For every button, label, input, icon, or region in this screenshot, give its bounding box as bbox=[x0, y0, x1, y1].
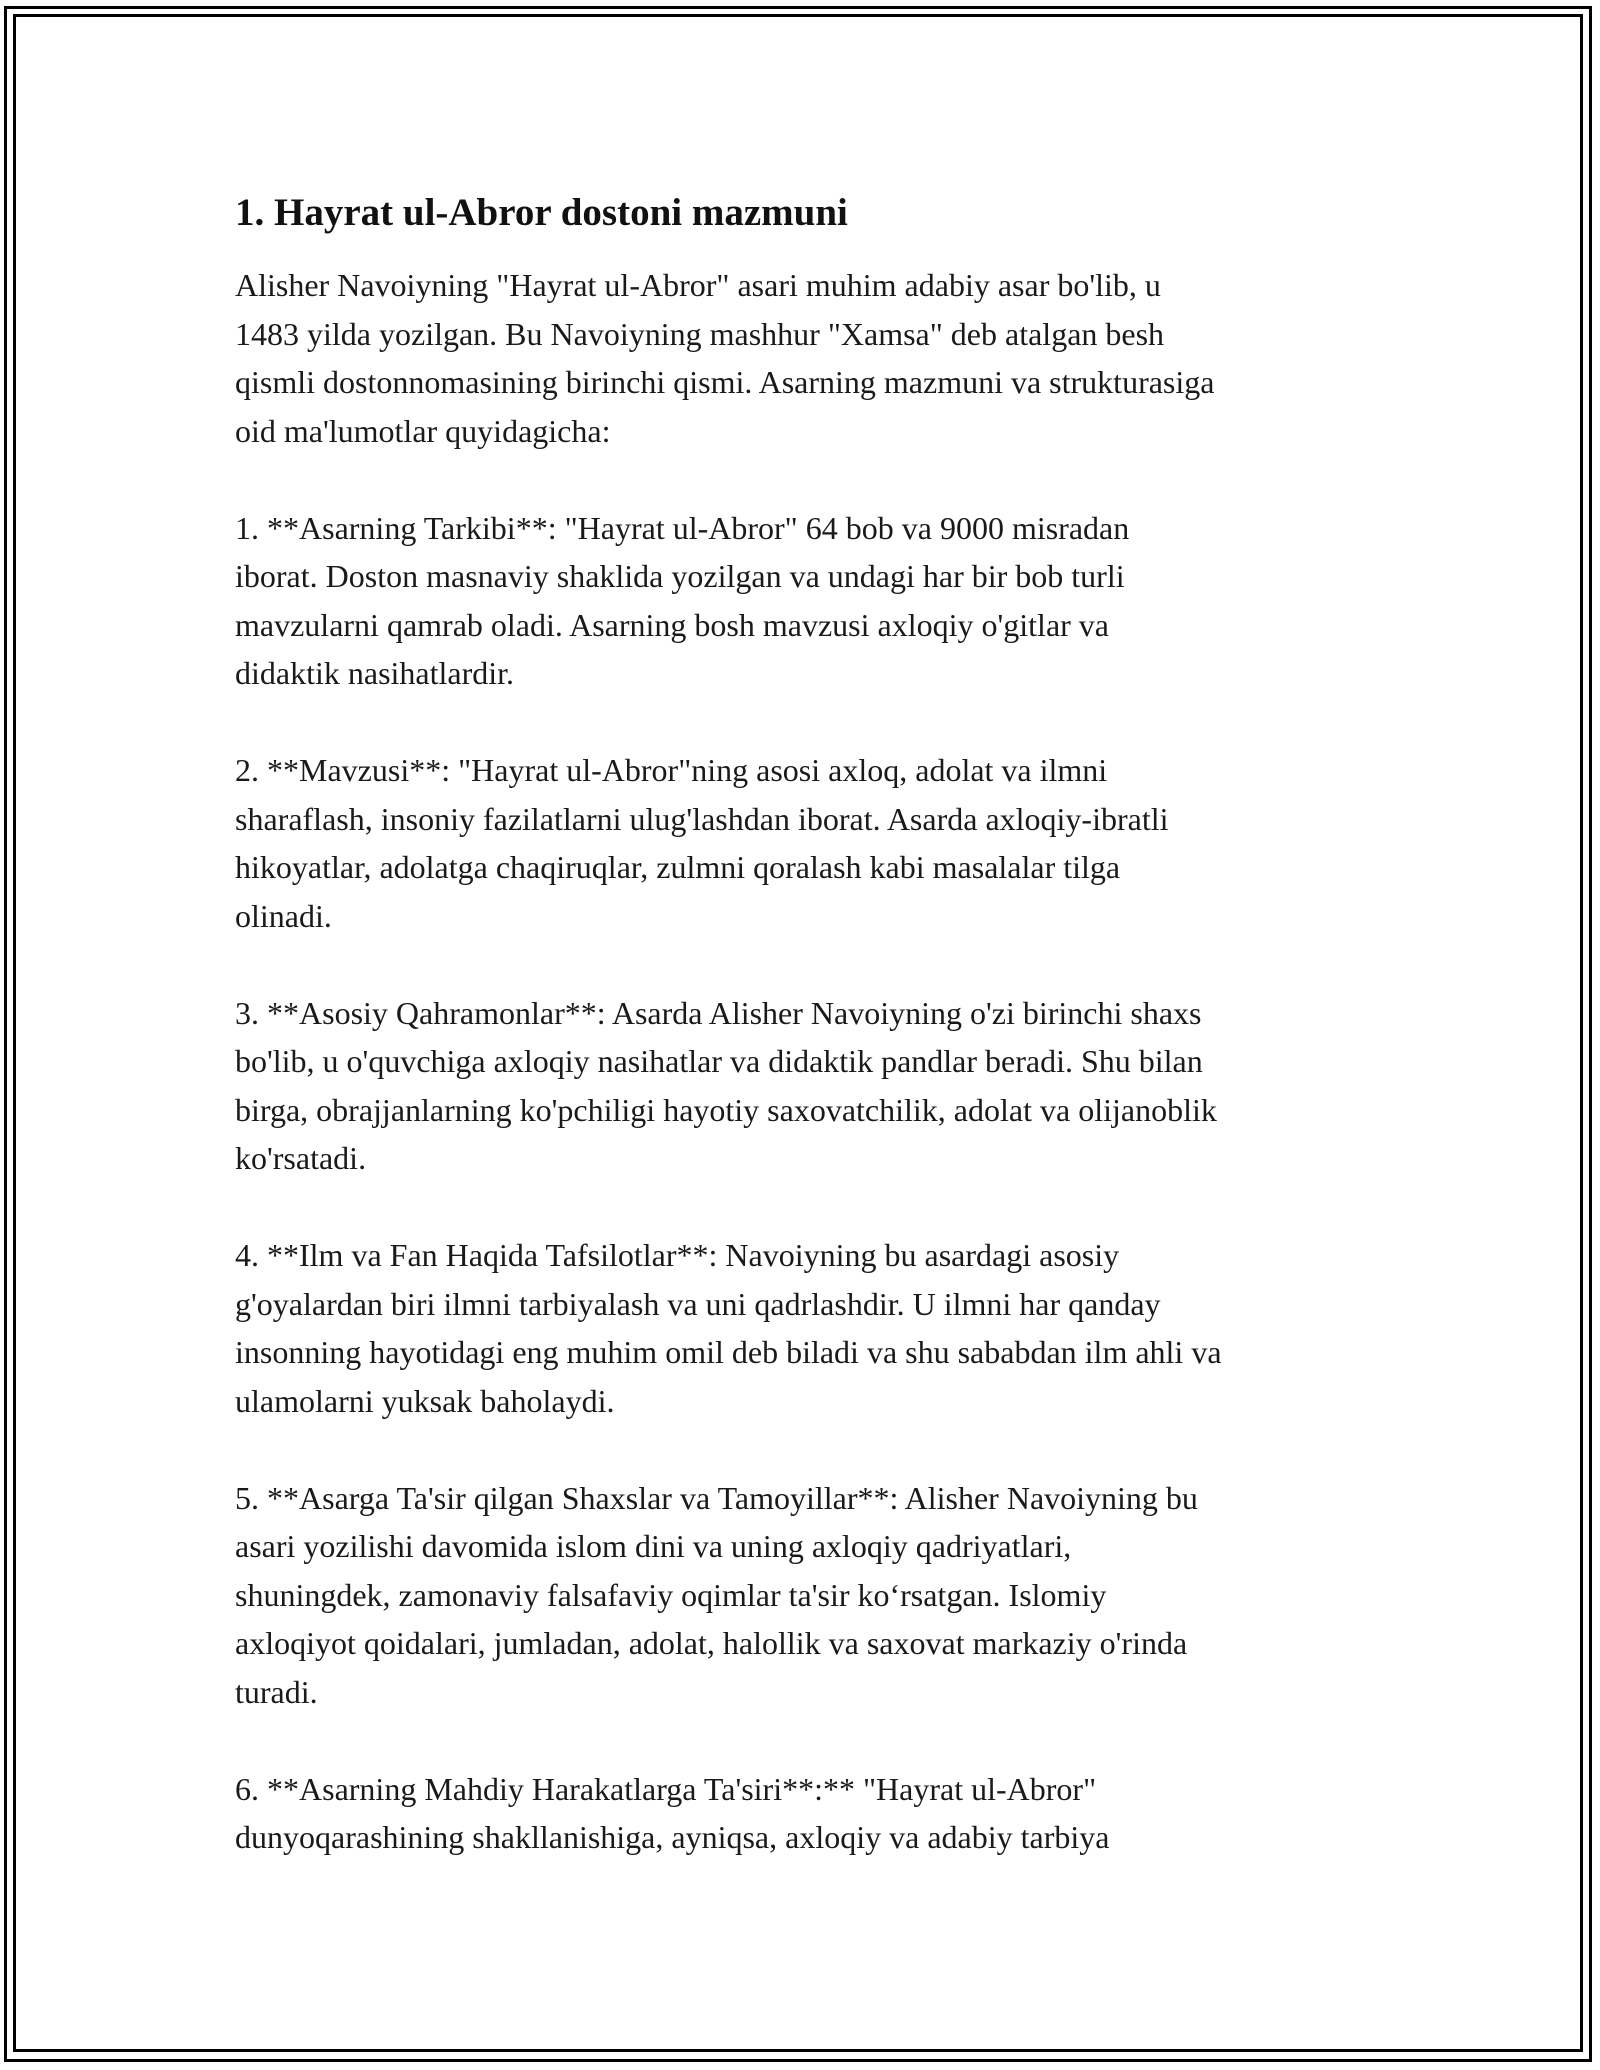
intro-paragraph: Alisher Navoiyning "Hayrat ul-Abror" asari muhim adabiy asar bo'lib, u 1483 yilda yozilgan. Bu Navoiyning mashhur "Xamsa" deb atalgan besh qismli dostonnomasining birinchi qismi. Asarning mazmuni va strukturasiga oid ma'lumotlar quyidagicha: bbox=[235, 267, 1215, 449]
list-item-theme: 2. **Mavzusi**: "Hayrat ul-Abror"ning asosi axloq, adolat va ilmni sharaflash, insoniy fazilatlarni ulug'lashdan iborat. Asarda axloqiy-ibratli hikoyatlar, adolatga chaqiruqlar, zulmni qoralash kabi masalalar tilga olinadi. bbox=[235, 752, 1169, 934]
list-item-main-characters: 3. **Asosiy Qahramonlar**: Asarda Alisher Navoiyning o'zi birinchi shaxs bo'lib, u o'quvchiga axloqiy nasihatlar va didaktik pandlar beradi. Shu bilan birga, obrajjanlarning ko'pchiligi hayotiy saxovatchilik, adolat va olijanoblik ko'rsatadi. bbox=[235, 994, 1217, 1176]
list-item-composition: 1. **Asarning Tarkibi**: "Hayrat ul-Abror" 64 bob va 9000 misradan iborat. Doston masnaviy shaklida yozilgan va undagi har bir bob turli mavzularni qamrab oladi. Asarning bosh mavzusi axloqiy o'gitlar va didaktik nasihatlardir. bbox=[235, 509, 1130, 691]
document-title: 1. Hayrat ul-Abror dostoni mazmuni bbox=[235, 191, 848, 234]
list-item-impact: 6. **Asarning Mahdiy Harakatlarga Ta'siri**:** "Hayrat ul-Abror" dunyoqarashining shakllanishiga, ayniqsa, axloqiy va adabiy tarbiya bbox=[235, 1770, 1110, 1855]
list-item-knowledge-science: 4. **Ilm va Fan Haqida Tafsilotlar**: Navoiyning bu asardagi asosiy g'oyalardan biri ilmni tarbiyalash va uni qadrlashdir. U ilmni har qanday insonning hayotidagi eng muhim omil deb biladi va shu sababdan ilm ahli va ulamolarni yuksak baholaydi. bbox=[235, 1237, 1222, 1419]
document-body bbox=[235, 185, 1375, 1862]
list-item-influences: 5. **Asarga Ta'sir qilgan Shaxslar va Tamoyillar**: Alisher Navoiyning bu asari yozilishi davomida islom dini va uning axloqiy qadriyatlari, shuningdek, zamonaviy falsafaviy oqimlar ta'sir ko‘rsatgan. Islomiy axloqiyot qoidalari, jumladan, adolat, halollik va saxovat markaziy o'rinda turadi. bbox=[235, 1479, 1198, 1710]
